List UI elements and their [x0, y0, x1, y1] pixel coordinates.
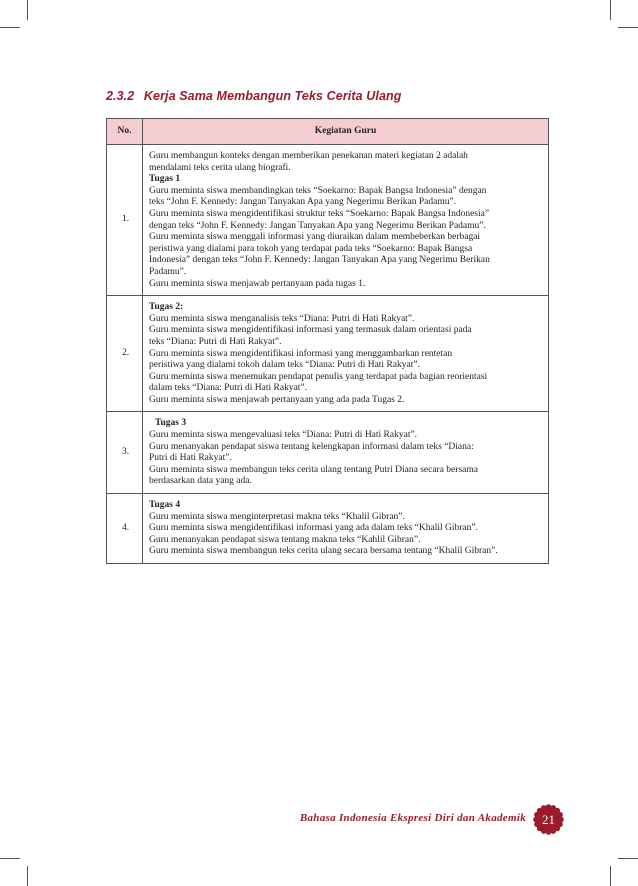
row-number-cell — [107, 296, 143, 412]
activity-line: Guru meminta siswa menjawab pertanyaan pada tugas 1. — [149, 278, 366, 289]
activity-line: Guru membangun konteks dengan memberikan penekanan materi kegiatan 2 adalah — [149, 151, 468, 161]
header-no: No. — [107, 119, 143, 145]
crop-mark — [0, 858, 20, 859]
activity-line: Guru menanyakan pendapat siswa tentang kelengkapan informasi dalam teks “Diana: — [149, 441, 474, 452]
row-number-cell — [107, 494, 143, 564]
activity-line: Putri di Hati Rakyat”. — [149, 453, 232, 464]
activity-line: dalam teks “Diana: Putri di Hati Rakyat”. — [149, 383, 308, 394]
section-heading — [106, 89, 401, 103]
activity-line: Guru meminta siswa membangun teks cerita ulang tentang Putri Diana secara bersama — [149, 464, 478, 475]
crop-mark — [610, 0, 611, 20]
activity-cell — [143, 145, 549, 296]
activity-line: Guru meminta siswa menjawab pertanyaan yang ada pada Tugas 2. — [149, 394, 405, 405]
activity-line: Indonesia” dengan teks “John F. Kennedy: Jangan Tanyakan Apa yang Negerimu Berikan — [149, 255, 490, 266]
activity-line: peristiwa yang dialami tokoh dalam teks “Diana: Putri di Hati Rakyat”. — [149, 360, 420, 371]
activity-line: Guru meminta siswa menginterpretasi makna teks “Khalil Gibran”. — [149, 511, 405, 522]
page-number-badge — [533, 804, 564, 835]
header-activity: Kegiatan Guru — [143, 119, 549, 145]
activity-line: Guru meminta siswa menggali informasi yang diuraikan dalam membeberkan berbagai — [149, 232, 481, 243]
section-number: 2.3.2 — [106, 89, 135, 103]
teacher-activity-table — [106, 118, 549, 564]
task-label: Tugas 4 — [149, 500, 181, 511]
row-number: 3. — [121, 446, 130, 457]
table-row — [107, 494, 549, 564]
activity-line: dengan teks “John F. Kennedy: Jangan Tanyakan Apa yang Negerimu Berikan Padamu”. — [149, 220, 486, 231]
activity-line: Guru meminta siswa menganalisis teks “Diana: Putri di Hati Rakyat”. — [149, 313, 415, 324]
table-row — [107, 412, 549, 494]
activity-cell — [143, 494, 549, 564]
activity-line: teks “Diana: Putri di Hati Rakyat”. — [149, 336, 282, 347]
row-number: 1. — [121, 214, 130, 225]
crop-mark — [0, 27, 20, 28]
table-header-row — [107, 119, 549, 145]
task-label: Tugas 2: — [149, 302, 184, 313]
activity-line: Guru meminta siswa mengidentifikasi informasi yang menggambarkan rentetan — [149, 348, 453, 359]
table-row — [107, 296, 549, 412]
row-number: 2. — [121, 348, 130, 358]
activity-line: Guru menanyakan pendapat siswa tentang makna teks “Kahlil Gibran”. — [149, 534, 421, 545]
section-title: Kerja Sama Membangun Teks Cerita Ulang — [143, 89, 402, 103]
activity-line: mendalami teks cerita ulang biografi. — [149, 162, 291, 173]
book-title: Bahasa Indonesia Ekspresi Diri dan Akademik — [299, 812, 526, 824]
activity-line: Guru meminta siswa mengidentifikasi informasi yang ada dalam teks “Khalil Gibran”. — [149, 523, 478, 534]
activity-line: berdasarkan data yang ada. — [149, 476, 252, 487]
activity-line: Guru meminta siswa mengevaluasi teks “Diana: Putri di Hati Rakyat”. — [149, 430, 418, 441]
table-row — [107, 145, 549, 296]
activity-line: Guru meminta siswa menemukan pendapat penulis yang terdapat pada bagian reorientasi — [149, 371, 488, 382]
activity-line: Guru meminta siswa mengidentifikasi informasi yang termasuk dalam orientasi pada — [149, 325, 472, 336]
row-number: 4. — [121, 522, 130, 533]
task-label: Tugas 1 — [149, 174, 181, 185]
activity-line: peristiwa yang dialami para tokoh yang terdapat pada teks “Soekarno: Bapak Bangsa — [149, 243, 473, 254]
activity-line: Guru meminta siswa mengidentifikasi struktur teks “Soekarno: Bapak Bangsa Indonesia” — [149, 208, 490, 219]
task-label: Tugas 3 — [155, 418, 187, 429]
crop-mark — [618, 858, 638, 859]
row-number-cell — [107, 412, 143, 494]
crop-mark — [27, 866, 28, 886]
activity-line: teks “John F. Kennedy: Jangan Tanyakan Apa yang Negerimu Berikan Padamu”. — [149, 197, 457, 208]
activity-line: Padamu”. — [149, 266, 187, 277]
crop-mark — [618, 27, 638, 28]
crop-mark — [610, 866, 611, 886]
activity-cell — [143, 412, 549, 494]
activity-line: Guru meminta siswa membandingkan teks “Soekarno: Bapak Bangsa Indonesia” dengan — [149, 185, 487, 196]
page-number: 21 — [542, 812, 555, 827]
activity-cell — [143, 296, 549, 412]
activity-line: Guru meminta siswa membangun teks cerita ulang secara bersama tentang “Khalil Gibran”. — [149, 546, 498, 557]
row-number-cell — [107, 145, 143, 296]
crop-mark — [27, 0, 28, 20]
